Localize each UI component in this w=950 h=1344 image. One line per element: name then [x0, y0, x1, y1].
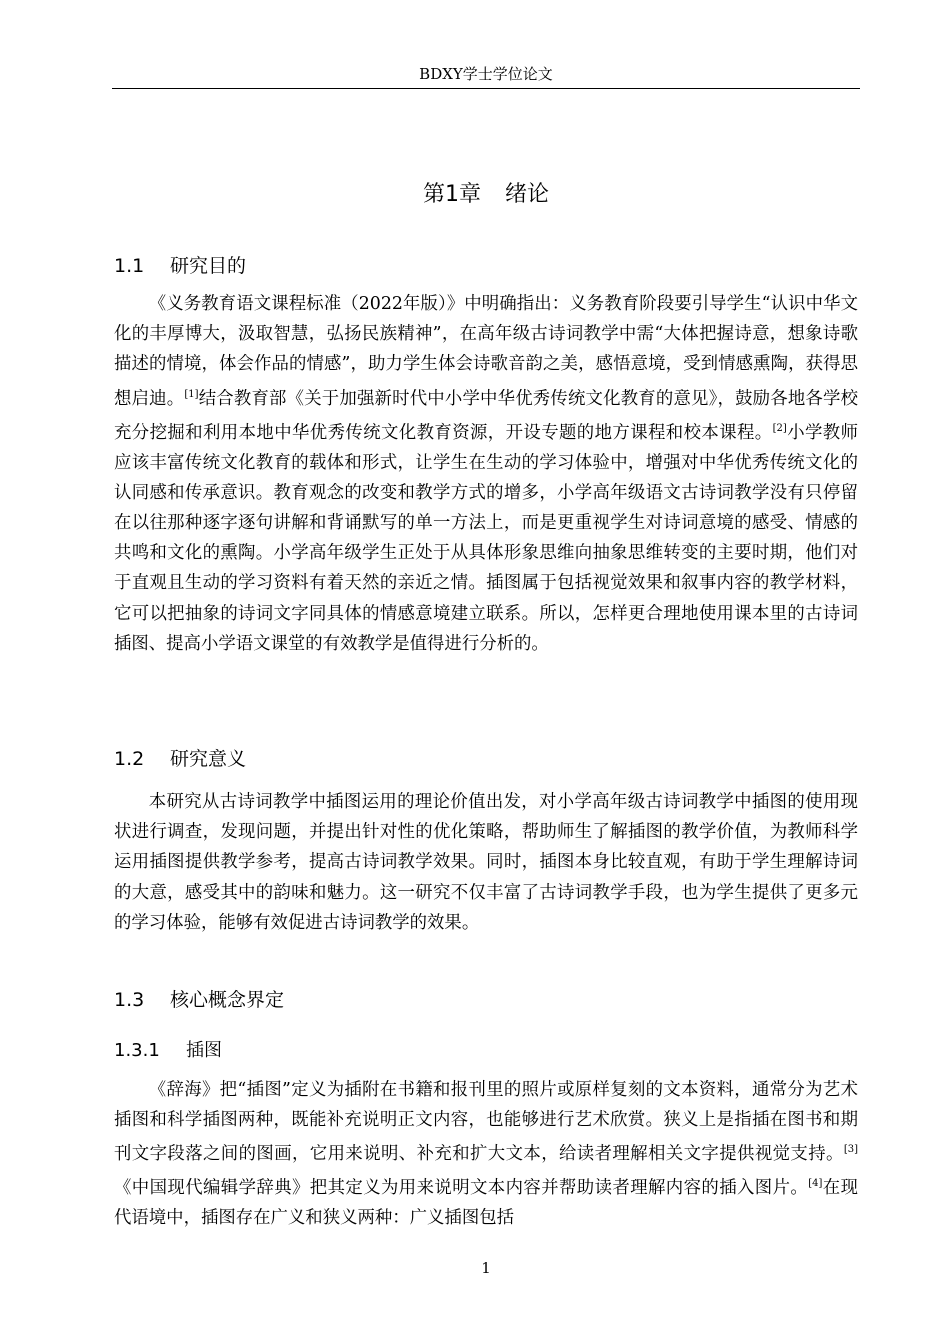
section-heading-1-1 — [114, 252, 246, 280]
section-1-2-paragraph: 本研究从古诗词教学中插图运用的理论价值出发，对小学高年级古诗词教学中插图的使用现状进行调查，发现问题，并提出针对性的优化策略，帮助师生了解插图的教学价值，为教师科学运用插图提供教学参考，提高古诗词教学效果。同时，插图本身比较直观，有助于学生理解诗词的大意，感受其中的韵味和魅力。这一研究不仅丰富了古诗词教学手段，也为学生提供了更多元的学习体验，能够有效促进古诗词教学的效果。 — [114, 792, 858, 933]
section-title: 研究目的 — [170, 255, 247, 277]
chapter-name: 绪论 — [504, 182, 549, 207]
page-number: 1 — [481, 1259, 491, 1277]
section-1-1-paragraph: 《义务教育语文课程标准（2022年版）》中明确指出：义务教育阶段要引导学生“认识中华文化的丰厚博大，汲取智慧，弘扬民族精神”，在高年级古诗词教学中需“大体把握诗意，想象诗歌描述的情境，体会作品的情感”，助力学生体会诗歌音韵之美，感悟意境，受到情感熏陶，获得思想启迪。[1]结合教育部《关于加强新时代中小学中华优秀传统文化教育的意见》，鼓励各地各学校充分挖掘和利用本地中华优秀传统文化教育资源，开设专题的地方课程和校本课程。[2]小学教师应该丰富传统文化教育的载体和形式，让学生在生动的学习体验中，增强对中华优秀传统文化的认同感和传承意识。教育观念的改变和教学方式的增多，小学高年级语文古诗词教学没有只停留在以往那种逐字逐句讲解和背诵默写的单一方法上，而是更重视学生对诗词意境的感受、情感的共鸣和文化的熏陶。小学高年级学生正处于从具体形象思维向抽象思维转变的主要时期，他们对于直观且生动的学习资料有着天然的亲近之情。插图属于包括视觉效果和叙事内容的教学材料，它可以把抽象的诗词文字同具体的情感意境建立联系。所以，怎样更合理地使用课本里的古诗词插图、提高小学语文课堂的有效教学是值得进行分析的。 — [114, 294, 858, 654]
section-number: 1.1 — [114, 255, 145, 277]
citation-marker: [1] — [184, 388, 199, 400]
section-heading-1-2 — [114, 745, 246, 773]
citation-marker: [2] — [772, 422, 787, 434]
section-number: 1.2 — [114, 748, 145, 770]
section-title: 核心概念界定 — [170, 989, 285, 1011]
running-header: BDXY学士学位论文 — [419, 65, 553, 83]
header-rule — [112, 88, 860, 89]
subsection-number: 1.3.1 — [114, 1040, 160, 1061]
chapter-title — [112, 178, 860, 212]
chapter-number: 第1章 — [422, 182, 481, 207]
citation-marker: [3] — [843, 1144, 858, 1156]
subsection-1-3-1-paragraph: 《辞海》把“插图”定义为插附在书籍和报刊里的照片或原样复刻的文本资料，通常分为艺术插图和科学插图两种，既能补充说明正文内容，也能够进行艺术欣赏。狭义上是指插在图书和期刊文字段落之间的图画，它用来说明、补充和扩大文本，给读者理解相关文字提供视觉支持。[3]《中国现代编辑学辞典》把其定义为用来说明文本内容并帮助读者理解内容的插入图片。[4]在现代语境中，插图存在广义和狭义两种：广义插图包括 — [114, 1080, 858, 1229]
citation-marker: [4] — [808, 1178, 823, 1190]
section-title: 研究意义 — [170, 748, 247, 770]
subsection-title: 插图 — [186, 1040, 222, 1061]
section-number: 1.3 — [114, 989, 145, 1011]
subsection-heading-1-3-1 — [114, 1037, 222, 1065]
section-heading-1-3 — [114, 986, 284, 1014]
